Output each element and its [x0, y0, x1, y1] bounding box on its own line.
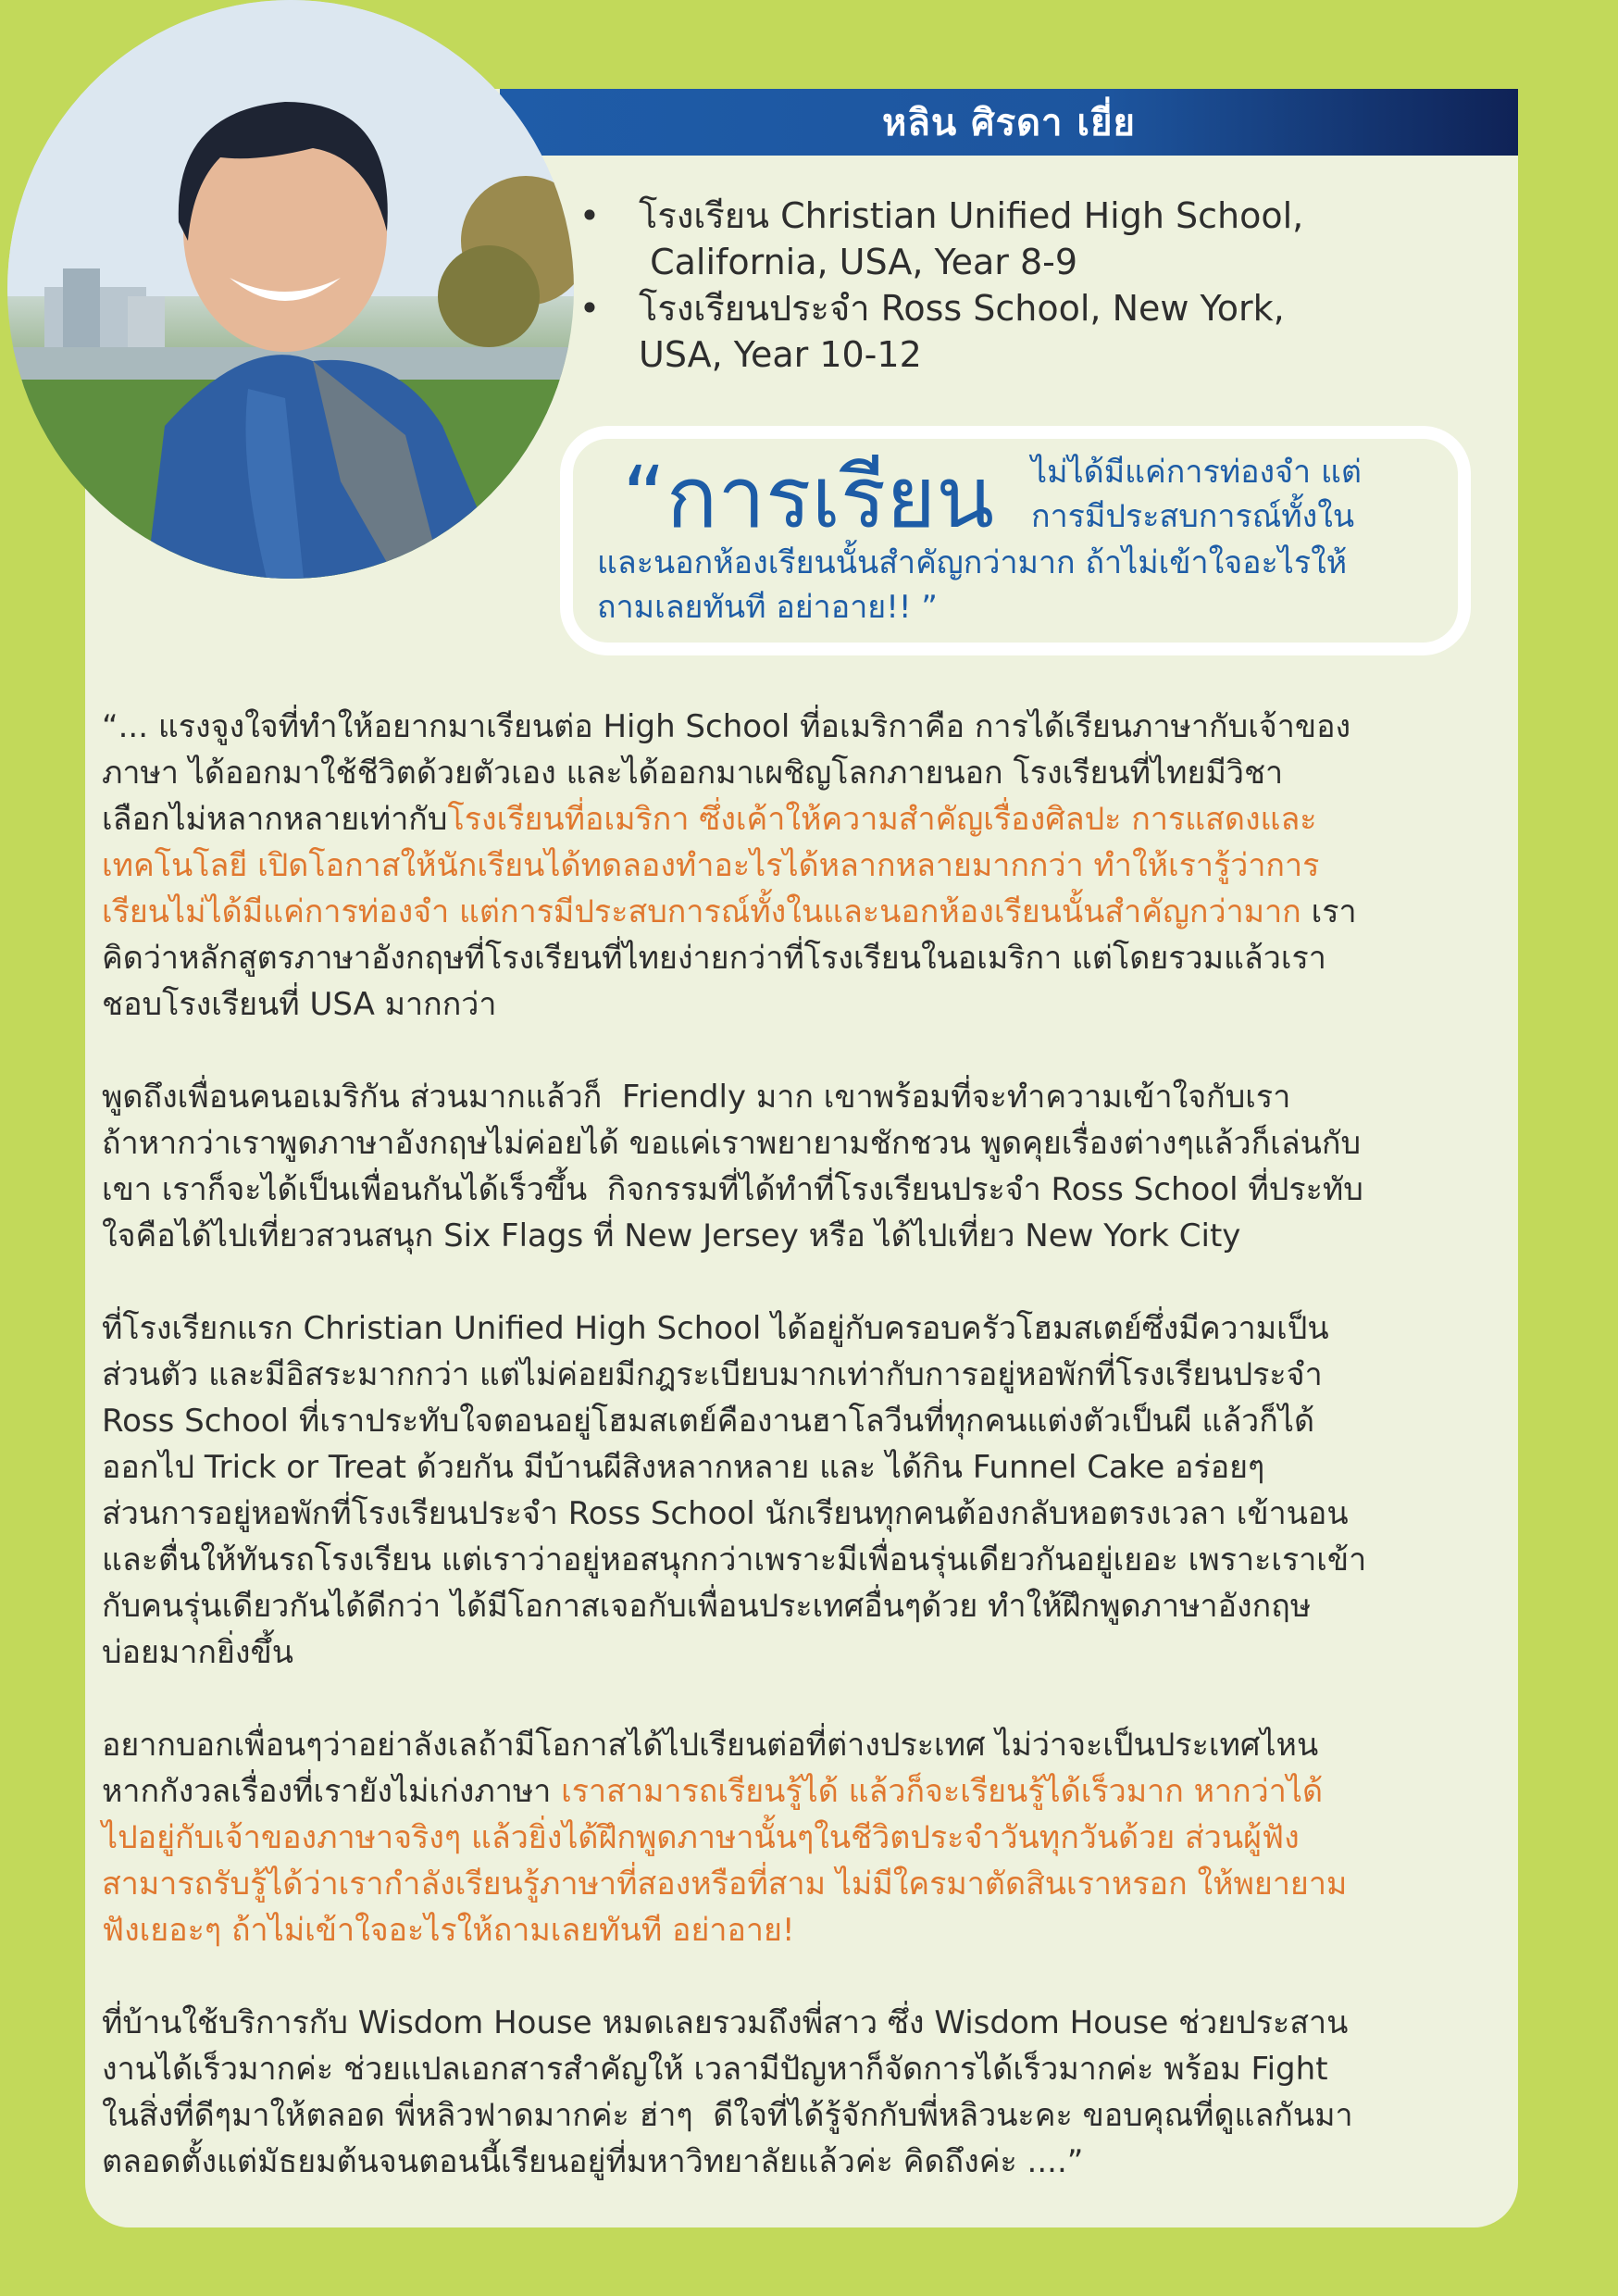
body-text-segment: เรา: [1301, 893, 1357, 930]
text-line: [102, 1491, 1509, 1537]
text-line: [102, 1722, 1509, 1768]
text-line: [102, 750, 1509, 796]
body-text-segment: ชอบโรงเรียนที่ USA มากกว่า: [102, 986, 497, 1023]
body-text-segment: เลือกไม่หลากหลายเท่ากับ: [102, 801, 448, 838]
school-item: [576, 193, 1409, 285]
text-line: [102, 935, 1509, 981]
text-line: [102, 704, 1509, 750]
text-line: [102, 1537, 1509, 1583]
text-line: [102, 2139, 1509, 2185]
text-line: [102, 1861, 1509, 1907]
text-line: [102, 796, 1509, 842]
bullet: •: [579, 195, 601, 236]
body-text-segment: อยากบอกเพื่อนๆว่าอย่าลังเลถ้ามีโอกาสได้ไปเรียนต่อที่ต่างประเทศ ไม่ว่าจะเป็นประเทศไหน: [102, 1727, 1319, 1764]
testimonial-body: [102, 704, 1509, 2231]
body-text-segment: ออกไป Trick or Treat ด้วยกัน มีบ้านผีสิงหลากหลาย และ ได้กิน Funnel Cake อร่อยๆ: [102, 1449, 1265, 1486]
paragraph: [102, 1722, 1509, 1953]
paragraph: [102, 704, 1509, 1028]
body-text-segment: Ross School ที่เราประทับใจตอนอยู่โฮมสเตย์คืองานฮาโลวีนที่ทุกคนแต่งตัวเป็นผี แล้วก็ได้: [102, 1403, 1315, 1440]
text-line: [102, 1213, 1509, 1259]
text-line: [102, 1167, 1509, 1213]
highlighted-text: เทคโนโลยี เปิดโอกาสให้นักเรียนได้ทดลองทำอะไรได้หลากหลายมากกว่า ทำให้เรารู้ว่าการ: [102, 847, 1320, 884]
text-line: [102, 889, 1509, 935]
body-text-segment: ส่วนตัว และมีอิสระมากกว่า แต่ไม่ค่อยมีกฎระเบียบมากเท่ากับการอยู่หอพักที่โรงเรียนประจำ: [102, 1356, 1323, 1393]
name-banner: [500, 89, 1518, 156]
quote-line: ไม่ได้มีแค่การท่องจำ แต่: [1031, 454, 1362, 491]
school-line: USA, Year 10-12: [639, 334, 922, 375]
text-line: [102, 1583, 1509, 1629]
body-text-segment: และตื่นให้ทันรถโรงเรียน แต่เราว่าอยู่หอสนุกกว่าเพราะมีเพื่อนรุ่นเดียวกันอยู่เยอะ เพราะเราเข้า: [102, 1541, 1367, 1578]
body-text-segment: ภาษา ได้ออกมาใช้ชีวิตด้วยตัวเอง และได้ออกมาเผชิญโลกภายนอก โรงเรียนที่ไทยมีวิชา: [102, 755, 1284, 792]
body-text-segment: ส่วนการอยู่หอพักที่โรงเรียนประจำ Ross School นักเรียนทุกคนต้องกลับหอตรงเวลา เข้านอน: [102, 1495, 1349, 1532]
body-text-segment: พูดถึงเพื่อนคนอเมริกัน ส่วนมากแล้วก็ Friendly มาก เขาพร้อมที่จะทำความเข้าใจกับเรา: [102, 1079, 1291, 1116]
student-name: หลิน ศิรดา เยี่ย: [882, 102, 1136, 144]
text-line: [102, 1120, 1509, 1167]
bullet: •: [579, 288, 601, 329]
school-line: โรงเรียน Christian Unified High School,: [639, 195, 1304, 236]
body-text-segment: ใจคือได้ไปเที่ยวสวนสนุก Six Flags ที่ New Jersey หรือ ได้ไปเที่ยว New York City: [102, 1217, 1241, 1254]
body-text-segment: ที่โรงเรียกแรก Christian Unified High School ได้อยู่กับครอบครัวโฮมสเตย์ซึ่งมีความเป็น: [102, 1310, 1329, 1347]
quote-open-mark: “: [622, 448, 666, 547]
school-line: โรงเรียนประจำ Ross School, New York,: [639, 288, 1285, 329]
text-line: [102, 2092, 1509, 2139]
highlighted-text: สามารถรับรู้ได้ว่าเรากำลังเรียนรู้ภาษาที่สองหรือที่สาม ไม่มีใครมาตัดสินเราหรอก ให้พยายาม: [102, 1866, 1348, 1903]
text-line: [102, 1768, 1509, 1815]
student-photo: [7, 0, 574, 579]
text-line: [102, 1629, 1509, 1676]
paragraph: [102, 1074, 1509, 1259]
school-line: California, USA, Year 8-9: [639, 242, 1078, 282]
text-line: [102, 1398, 1509, 1444]
text-line: [102, 981, 1509, 1028]
text-line: [102, 1444, 1509, 1491]
body-text-segment: ในสิ่งที่ดีๆมาให้ตลอด พี่หลิวฟาดมากค่ะ ฮ่าๆ ดีใจที่ได้รู้จักกับพี่หลิวนะคะ ขอบคุณที่ดูแลกันมา: [102, 2097, 1353, 2134]
highlighted-text: โรงเรียนที่อเมริกา ซึ่งเค้าให้ความสำคัญเรื่องศิลปะ การแสดงและ: [447, 801, 1317, 838]
text-line: [102, 1305, 1509, 1352]
body-text-segment: ถ้าหากว่าเราพูดภาษาอังกฤษไม่ค่อยได้ ขอแค่เราพยายามชักชวน พูดคุยเรื่องต่างๆแล้วก็เล่นกับ: [102, 1125, 1362, 1162]
school-item: [576, 285, 1409, 378]
text-line: [102, 1352, 1509, 1398]
quote-headline: [622, 448, 995, 547]
text-line: [102, 1074, 1509, 1120]
text-line: [102, 1815, 1509, 1861]
highlighted-text: ฟังเยอะๆ ถ้าไม่เข้าใจอะไรให้ถามเลยทันที อย่าอาย!: [102, 1912, 795, 1949]
school-list: [576, 193, 1409, 378]
body-text-segment: เขา เราก็จะได้เป็นเพื่อนกันได้เร็วขึ้น กิจกรรมที่ได้ทำที่โรงเรียนประจำ Ross School ที่ประทับ: [102, 1171, 1363, 1208]
text-line: [102, 842, 1509, 889]
quote-line: ถามเลยทันที อย่าอาย!! ”: [597, 589, 938, 626]
body-text-segment: กับคนรุ่นเดียวกันได้ดีกว่า ได้มีโอกาสเจอกับเพื่อนประเทศอื่นๆด้วย ทำให้ฝึกพูดภาษาอังกฤษ: [102, 1588, 1312, 1625]
body-text-segment: ที่บ้านใช้บริการกับ Wisdom House หมดเลยรวมถึงพี่สาว ซึ่ง Wisdom House ช่วยประสาน: [102, 2004, 1349, 2041]
paragraph: [102, 2000, 1509, 2185]
text-line: [102, 1907, 1509, 1953]
text-line: [102, 2000, 1509, 2046]
paragraph: [102, 1305, 1509, 1676]
quote-big-word: การเรียน: [666, 448, 995, 547]
quote-line: การมีประสบการณ์ทั้งใน: [1031, 498, 1355, 535]
body-text-segment: คิดว่าหลักสูตรภาษาอังกฤษที่โรงเรียนที่ไทยง่ายกว่าที่โรงเรียนในอเมริกา แต่โดยรวมแล้วเรา: [102, 940, 1326, 977]
body-text-segment: ตลอดตั้งแต่มัธยมต้นจนตอนนี้เรียนอยู่ที่มหาวิทยาลัยแล้วค่ะ คิดถึงค่ะ ....”: [102, 2143, 1084, 2180]
text-line: [102, 2046, 1509, 2092]
body-text-segment: บ่อยมากยิ่งขึ้น: [102, 1634, 294, 1671]
highlighted-text: ไปอยู่กับเจ้าของภาษาจริงๆ แล้วยิ่งได้ฝึกพูดภาษานั้นๆในชีวิตประจำวันทุกวันด้วย ส่วนผู้ฟัง: [102, 1819, 1300, 1856]
quote-line: และนอกห้องเรียนนั้นสำคัญกว่ามาก ถ้าไม่เข้าใจอะไรให้: [597, 544, 1348, 581]
highlighted-text: เรียนไม่ได้มีแค่การท่องจำ แต่การมีประสบการณ์ทั้งในและนอกห้องเรียนนั้นสำคัญกว่ามาก: [102, 893, 1301, 930]
body-text-segment: “... แรงจูงใจที่ทำให้อยากมาเรียนต่อ High School ที่อเมริกาคือ การได้เรียนภาษากับเจ้าของ: [102, 708, 1351, 745]
body-text-segment: หากกังวลเรื่องที่เรายังไม่เก่งภาษา: [102, 1773, 562, 1810]
highlighted-text: เราสามารถเรียนรู้ได้ แล้วก็จะเรียนรู้ได้เร็วมาก หากว่าได้: [561, 1773, 1324, 1810]
body-text-segment: งานได้เร็วมากค่ะ ช่วยแปลเอกสารสำคัญให้ เวลามีปัญหาก็จัดการได้เร็วมากค่ะ พร้อม Fight: [102, 2051, 1328, 2088]
